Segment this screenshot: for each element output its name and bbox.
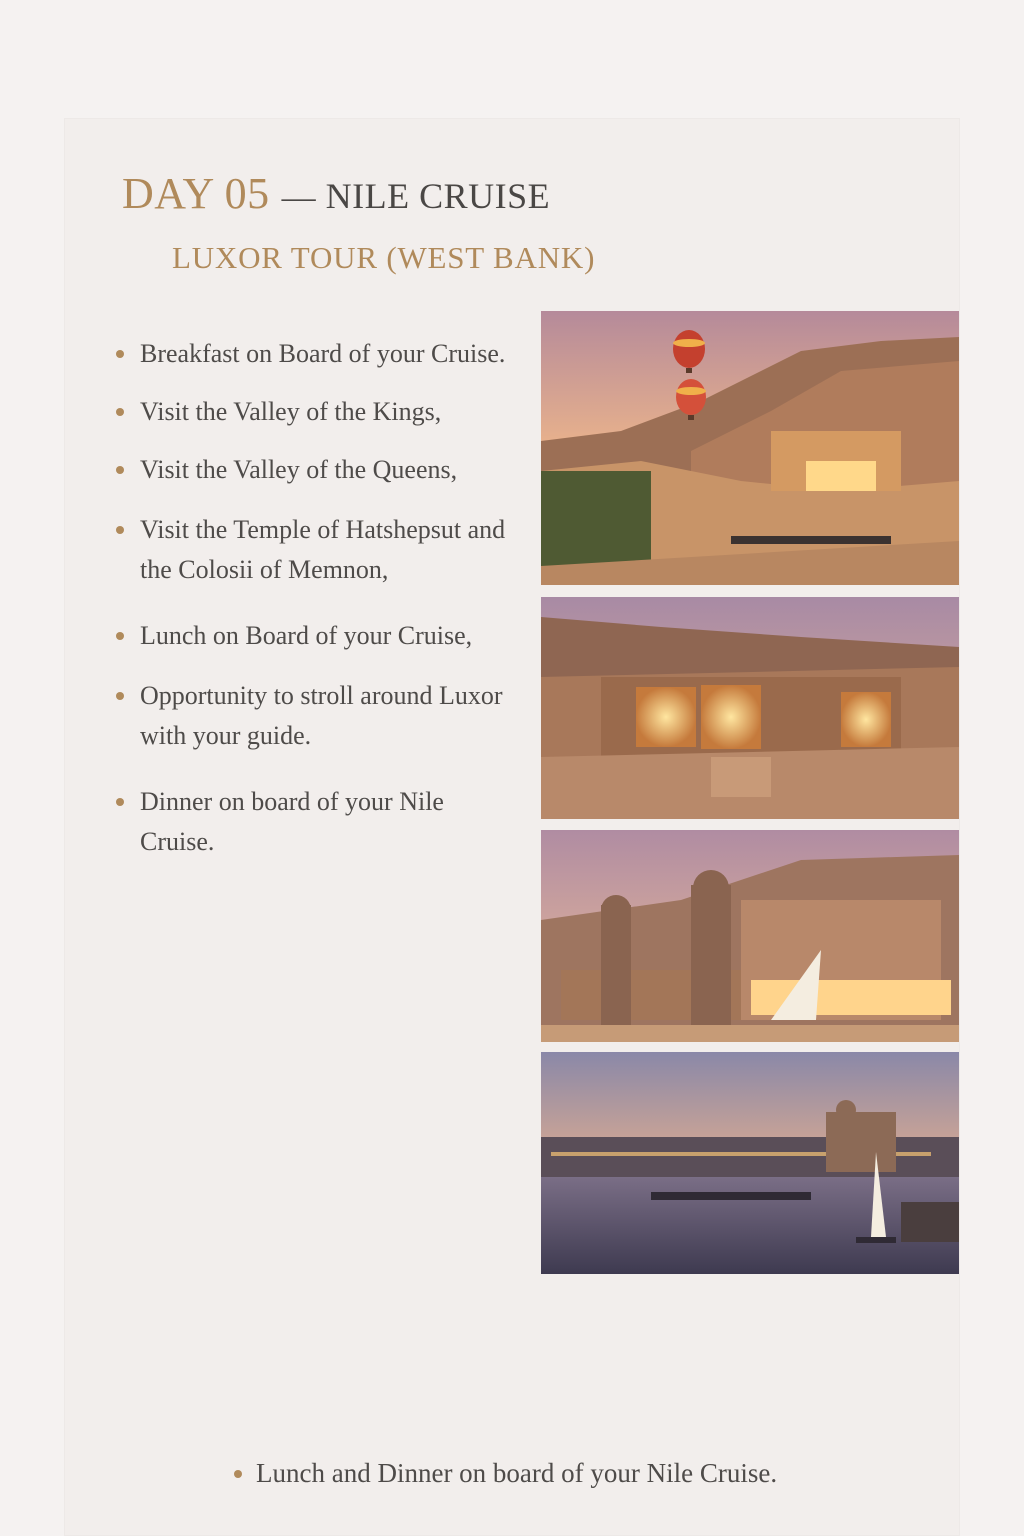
- itinerary-list: [112, 334, 522, 862]
- itinerary-item: Visit the Temple of Hatshepsut and the Colosii of Memnon,: [112, 510, 522, 590]
- itinerary-item: Opportunity to stroll around Luxor with your guide.: [112, 676, 522, 756]
- title-dash: —: [281, 179, 316, 216]
- lit-tomb-entrance-photo: [541, 597, 959, 819]
- colossi-statues-temple-photo: [541, 830, 959, 1042]
- itinerary-item: Lunch on Board of your Cruise,: [112, 616, 522, 656]
- itinerary-item: Breakfast on Board of your Cruise.: [112, 334, 522, 374]
- nile-river-luxor-city-photo: [541, 1052, 959, 1274]
- footer-note: [234, 1458, 777, 1489]
- bullet-icon: [234, 1470, 242, 1478]
- day-number: DAY 05: [122, 169, 270, 218]
- hot-air-balloon-valley-photo: [541, 311, 959, 585]
- footer-text: Lunch and Dinner on board of your Nile Cruise.: [256, 1458, 778, 1488]
- title-text: NILE CRUISE: [325, 176, 551, 216]
- itinerary-item: Dinner on board of your Nile Cruise.: [112, 782, 522, 862]
- itinerary-item: Visit the Valley of the Kings,: [112, 392, 522, 432]
- itinerary-item: Visit the Valley of the Queens,: [112, 450, 522, 490]
- page-subtitle: LUXOR TOUR (WEST BANK): [172, 240, 596, 275]
- page-title: [122, 169, 551, 218]
